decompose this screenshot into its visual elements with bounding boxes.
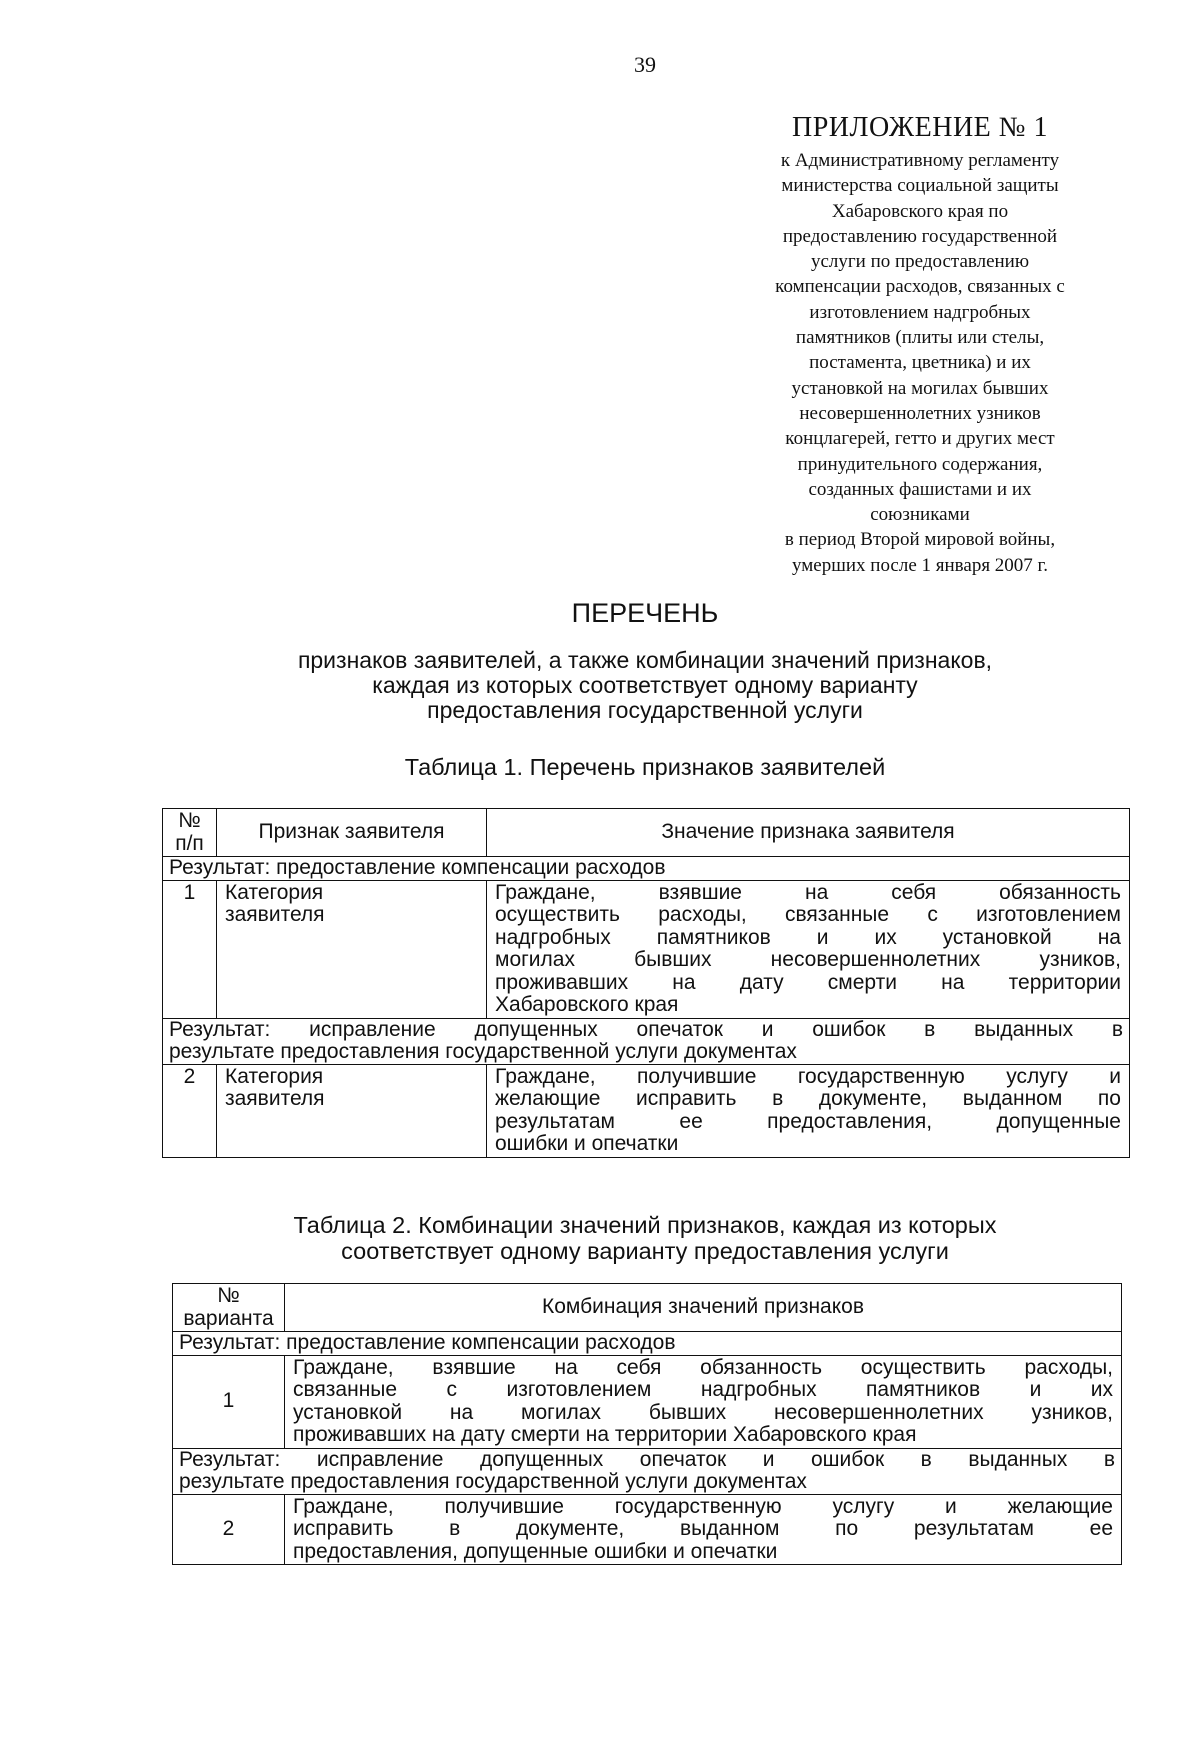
appendix-line: созданных фашистами и их bbox=[808, 478, 1032, 500]
appendix-line: постамента, цветника) и их bbox=[809, 352, 1031, 374]
list-subtitle-line: признаков заявителей, а также комбинации значений признаков, bbox=[297, 647, 993, 673]
table2-row1-num: 1 bbox=[173, 1355, 285, 1448]
table2-header-num: № варианта bbox=[173, 1284, 285, 1332]
table2-attribute-combinations bbox=[172, 1283, 1122, 1565]
table1-row2-value: Граждане, получившие государственную услугу и желающие исправить в документе, выданном по результатам ее предоставления, допущенные ошибки и опечатки bbox=[487, 1064, 1130, 1157]
appendix-line: союзниками bbox=[870, 504, 970, 526]
table1-header-row bbox=[163, 809, 1130, 857]
table2-result-text: Результат: исправление допущенных опечаток и ошибок в выданных в результате предоставления государственной услуги документах bbox=[173, 1448, 1122, 1494]
table1-result-row bbox=[163, 857, 1130, 881]
table-row bbox=[173, 1355, 1122, 1448]
appendix-line: министерства социальной защиты bbox=[781, 175, 1059, 197]
table2-row2-num: 2 bbox=[173, 1494, 285, 1565]
table1-caption: Таблица 1. Перечень признаков заявителей bbox=[404, 754, 886, 780]
table1-header-value: Значение признака заявителя bbox=[487, 809, 1130, 857]
appendix-line: концлагерей, гетто и других мест bbox=[785, 428, 1055, 450]
table1-row1-num: 1 bbox=[163, 880, 217, 1018]
table-row bbox=[173, 1494, 1122, 1565]
appendix-line: компенсации расходов, связанных с bbox=[775, 276, 1065, 298]
appendix-line: к Административному регламенту bbox=[780, 150, 1060, 171]
appendix-line: Хабаровского края по bbox=[831, 200, 1009, 222]
appendix-line: умерших после 1 января 2007 г. bbox=[792, 554, 1048, 576]
list-title: ПЕРЕЧЕНЬ bbox=[571, 598, 719, 628]
appendix-line: несовершеннолетних узников bbox=[799, 402, 1041, 424]
table1-header-attribute: Признак заявителя bbox=[217, 809, 487, 857]
table2-result-row bbox=[173, 1332, 1122, 1356]
appendix-line: изготовлением надгробных bbox=[809, 301, 1031, 323]
list-subtitle-line: предоставления государственной услуги bbox=[427, 697, 863, 723]
table1-applicant-attributes bbox=[162, 808, 1130, 1158]
appendix-line: предоставлению государственной bbox=[782, 225, 1058, 247]
table-row bbox=[163, 880, 1130, 1018]
appendix-line: в период Второй мировой войны, bbox=[784, 529, 1056, 551]
table2-row1-combination: Граждане, взявшие на себя обязанность осуществить расходы, связанные с изготовлением надгробных памятников и их установкой на могилах бывших несовершеннолетних узников, проживавших на дату смерти на территории Хабаровского края bbox=[285, 1355, 1122, 1448]
appendix-block bbox=[730, 112, 1110, 578]
table1-row2-num: 2 bbox=[163, 1064, 217, 1157]
appendix-line: услуги по предоставлению bbox=[810, 251, 1030, 273]
table1-row1-attribute: Категория заявителя bbox=[217, 880, 487, 1018]
appendix-line: памятников (плиты или стелы, bbox=[795, 327, 1045, 349]
appendix-line: установкой на могилах бывших bbox=[791, 377, 1049, 399]
table-row bbox=[163, 1064, 1130, 1157]
table1-header-num: № п/п bbox=[163, 809, 217, 857]
table2-header-combination: Комбинация значений признаков bbox=[285, 1284, 1122, 1332]
table1-row1-value: Граждане, взявшие на себя обязанность осуществить расходы, связанные с изготовлением надгробных памятников и их установкой на могилах бывших несовершеннолетних узников, проживавших на дату смерти на территории Хабаровского края bbox=[487, 880, 1130, 1018]
list-subtitle-line: каждая из которых соответствует одному варианту bbox=[372, 672, 918, 698]
appendix-line: принудительного содержания, bbox=[797, 453, 1043, 475]
table1-result-text: Результат: предоставление компенсации расходов bbox=[163, 857, 1130, 881]
table2-row2-combination: Граждане, получившие государственную услугу и желающие исправить в документе, выданном по результатам ее предоставления, допущенные ошибки и опечатки bbox=[285, 1494, 1122, 1565]
table1-result-row bbox=[163, 1018, 1130, 1064]
table1-result-text: Результат: исправление допущенных опечаток и ошибок в выданных в результате предоставления государственной услуги документах bbox=[163, 1018, 1130, 1064]
appendix-text bbox=[730, 148, 1110, 578]
table2-result-row bbox=[173, 1448, 1122, 1494]
table1-row2-attribute: Категория заявителя bbox=[217, 1064, 487, 1157]
table2-header-row bbox=[173, 1284, 1122, 1332]
page-number: 39 bbox=[634, 52, 656, 77]
table2-result-text: Результат: предоставление компенсации расходов bbox=[173, 1332, 1122, 1356]
table2-caption: Таблица 2. Комбинации значений признаков, каждая из которых соответствует одному варианту предоставления услуги bbox=[293, 1212, 997, 1264]
list-subtitle bbox=[0, 648, 1200, 723]
appendix-title: ПРИЛОЖЕНИЕ № 1 bbox=[792, 112, 1048, 143]
